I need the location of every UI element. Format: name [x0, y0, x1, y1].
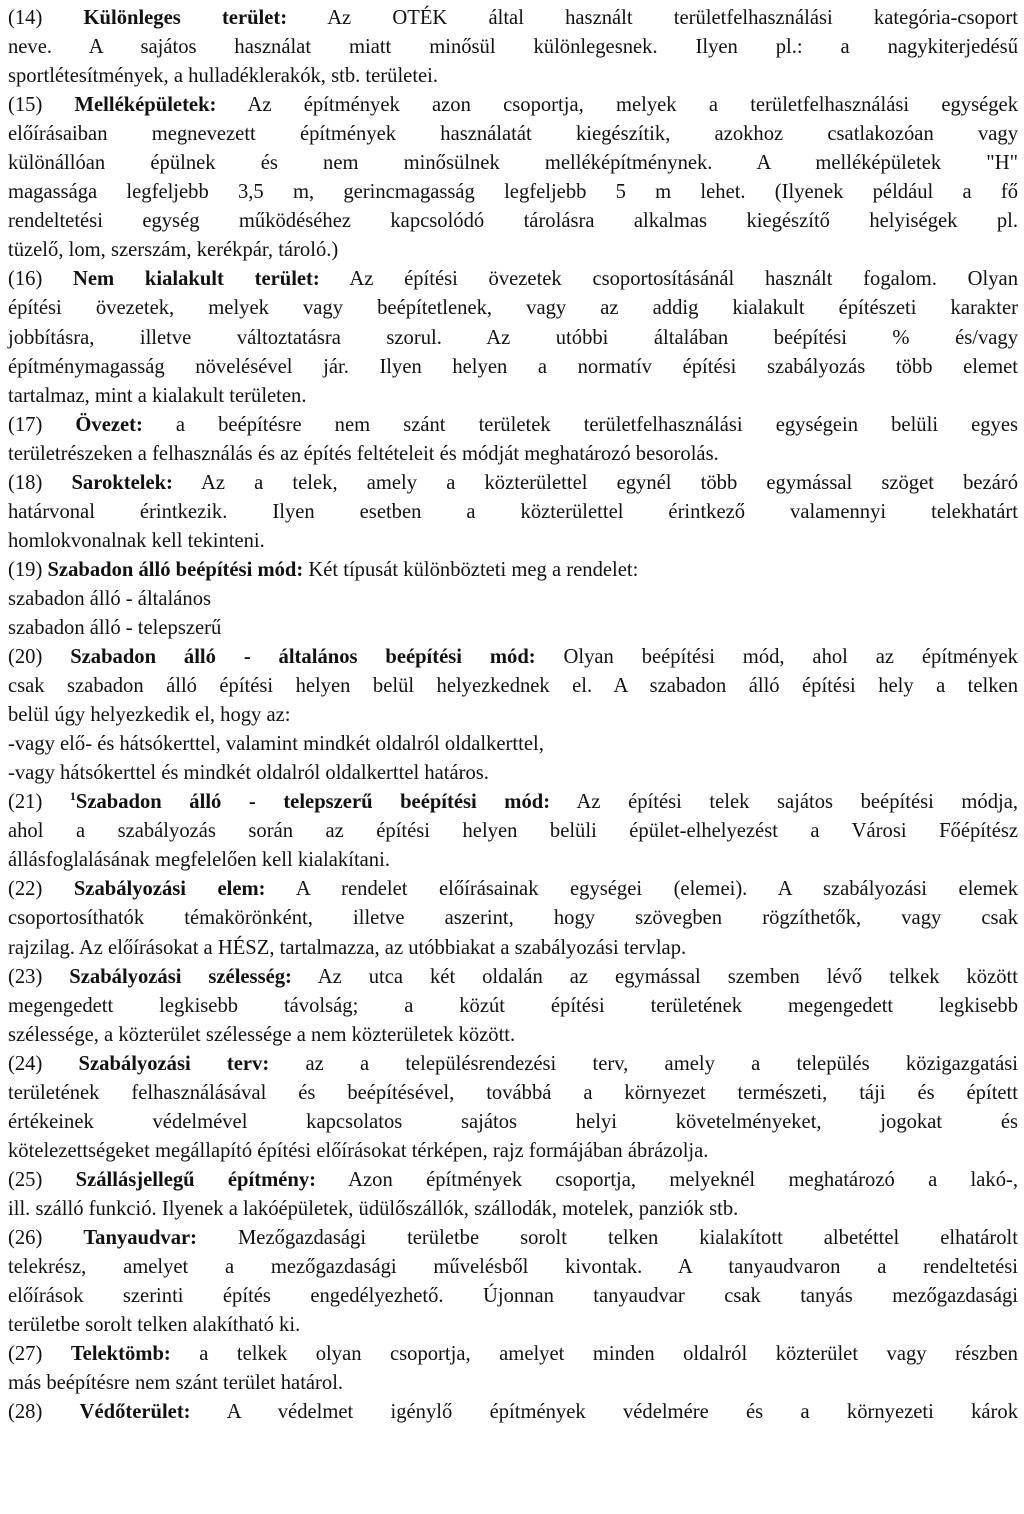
definition-number: (22) — [8, 878, 43, 901]
definition-text: megengedett legkisebb távolság; a közút építési területének megengedett legkisebb — [8, 994, 1018, 1017]
definition-line — [8, 1224, 1018, 1253]
definition-line — [8, 324, 1018, 353]
definition-line — [8, 701, 1018, 730]
definition-line — [8, 33, 1018, 62]
definition-line — [8, 1050, 1018, 1079]
definition-text: tartalmaz, mint a kialakult területen. — [8, 384, 307, 407]
definition-text: előírásaiban megnevezett építmények használatát kiegészítik, azokhoz csatlakozóan vagy — [8, 123, 1018, 146]
definition-term-text: Szállásjellegű építmény: — [75, 1168, 316, 1191]
definition-number: (24) — [8, 1052, 43, 1075]
definition-line — [8, 120, 1018, 149]
definition-term-text: Melléképületek: — [74, 94, 217, 117]
definition-line — [8, 1369, 1018, 1398]
definition-text: a telkek olyan csoportja, amelyet minden oldalról közterület vagy részben — [199, 1343, 1018, 1366]
definition-text: szélessége, a közterület szélessége a nem közterületek között. — [8, 1023, 516, 1046]
definition-term-text: Szabályozási szélesség: — [69, 965, 292, 988]
definition-text: sportlétesítmények, a hulladéklerakók, stb. területei. — [8, 65, 439, 88]
definition-text: az a településrendezési terv, amely a település közigazgatási — [305, 1052, 1018, 1075]
definition-text: területének felhasználásával és beépítésével, továbbá a környezet természeti, táji és épített — [8, 1081, 1018, 1104]
definition-term — [79, 1053, 270, 1075]
definition-line — [8, 1282, 1018, 1311]
definition-text: szabadon álló - általános — [8, 587, 212, 610]
definition-line — [8, 178, 1018, 207]
definition-text: Az a telek, amely a közterülettel egynél több egymással szöget bezáró — [200, 471, 1018, 494]
definition-text: rendeltetési egység működéséhez kapcsolódó tárolásra alkalmas kiegészítő helyiségek pl. — [8, 210, 1018, 233]
definition-line — [8, 236, 1018, 265]
definition-text: A védelmet igénylő építmények védelmére és a környezeti károk — [226, 1401, 1018, 1424]
definition-number: (25) — [8, 1168, 43, 1191]
definition-text: -vagy hátsókerttel és mindkét oldalról oldalkerttel határos. — [8, 762, 489, 785]
definition-text: Azon építmények csoportja, melyeknél meghatározó a lakó-, — [348, 1168, 1018, 1191]
definition-text: csak szabadon álló építési helyen belül helyezkednek el. A szabadon álló építési hely a telken — [8, 675, 1018, 698]
definition-text: kötelezettségeket megállapító építési előírásokat térképen, rajz formájában ábrázolja. — [8, 1139, 709, 1162]
definition-term — [74, 878, 266, 900]
definition-item — [8, 875, 1018, 962]
definition-item — [8, 469, 1018, 556]
definition-term-text: Szabályozási elem: — [73, 878, 266, 901]
definition-line — [8, 207, 1018, 236]
definition-text: tüzelő, lom, szerszám, kerékpár, tároló.) — [8, 239, 339, 262]
definition-line — [8, 353, 1018, 382]
definition-line — [8, 585, 1018, 614]
definition-line — [8, 91, 1018, 120]
definition-line — [8, 1137, 1018, 1166]
definition-number: (17) — [8, 413, 43, 436]
definition-text: A rendelet előírásainak egységei (elemei). A szabályozási elemek — [295, 878, 1019, 901]
definition-term — [71, 1343, 171, 1365]
definition-line — [8, 643, 1018, 672]
definition-term — [71, 472, 172, 494]
definition-item — [8, 556, 1018, 643]
definition-term — [47, 559, 303, 581]
definition-term-text: Védőterület: — [79, 1401, 191, 1424]
definition-term-text: Tanyaudvar: — [83, 1226, 197, 1249]
definition-line — [8, 1166, 1018, 1195]
definition-line — [8, 904, 1018, 933]
definition-item — [8, 411, 1018, 469]
definition-line — [8, 1398, 1018, 1427]
definition-term — [70, 646, 535, 668]
definition-line — [8, 527, 1018, 556]
definition-text: csoportosíthatók témakörönként, illetve aszerint, hogy szövegben rögzíthetők, vagy csak — [8, 907, 1018, 930]
definition-text: értékeinek védelmével kapcsolatos sajátos helyi követelményeket, jogokat és — [8, 1110, 1018, 1133]
definition-line — [8, 265, 1018, 294]
definition-text: építménymagasság növelésével jár. Ilyen helyen a normatív építési szabályozás több elemet — [8, 355, 1018, 378]
definition-line — [8, 1079, 1018, 1108]
definition-text: szabadon álló - telepszerű — [8, 616, 222, 639]
definition-item — [8, 643, 1018, 788]
definition-line — [8, 4, 1018, 33]
definition-number: (23) — [8, 965, 43, 988]
definition-text: Az utca két oldalán az egymással szemben lévő telkek között — [317, 965, 1018, 988]
definition-text: különállóan épülnek és nem minősülnek melléképítménynek. A melléképületek "H" — [8, 152, 1018, 175]
definition-line — [8, 846, 1018, 875]
definition-term — [69, 966, 292, 988]
definition-line — [8, 1108, 1018, 1137]
definition-text: Az építési telek sajátos beépítési módja, — [576, 791, 1019, 814]
definition-text: Olyan beépítési mód, ahol az építmények — [563, 646, 1018, 669]
definition-text: építési övezetek, melyek vagy beépítetlenek, vagy az addig kialakult építészeti karakter — [8, 297, 1018, 320]
definition-text: Az építési övezetek csoportosításánál használt fogalom. Olyan — [349, 268, 1018, 291]
definition-term-text: Szabadon álló - általános beépítési mód: — [70, 646, 536, 669]
definition-number: (26) — [8, 1226, 43, 1249]
definition-line — [8, 411, 1018, 440]
definition-number: (28) — [8, 1401, 43, 1424]
definition-line — [8, 759, 1018, 788]
definition-item — [8, 1340, 1018, 1398]
definition-line — [8, 1195, 1018, 1224]
definition-line — [8, 1340, 1018, 1369]
definition-number: (18) — [8, 471, 43, 494]
definition-item — [8, 788, 1018, 875]
definition-text: magassága legfeljebb 3,5 m, gerincmagasság legfeljebb 5 m lehet. (Ilyenek például a fő — [8, 181, 1018, 204]
definition-line — [8, 440, 1018, 469]
definition-term — [75, 94, 217, 116]
definition-term — [84, 7, 288, 29]
definition-term — [70, 791, 550, 813]
definition-text: -vagy elő- és hátsókerttel, valamint mindkét oldalról oldalkerttel, — [8, 733, 544, 756]
definition-text: előírások szerinti építés engedélyezhető. Újonnan tanyaudvar csak tanyás mezőgazdasági — [8, 1285, 1018, 1308]
definition-term — [83, 1227, 197, 1249]
definition-item — [8, 1224, 1018, 1340]
definition-item — [8, 1050, 1018, 1166]
definition-term-text: Nem kialakult terület: — [73, 268, 320, 291]
definition-line — [8, 498, 1018, 527]
definition-line — [8, 382, 1018, 411]
definition-line — [8, 556, 1018, 585]
definition-text: telekrész, amelyet a mezőgazdasági művelésből kivontak. A tanyaudvaron a rendeltetési — [8, 1256, 1018, 1279]
definition-text: Az OTÉK által használt területfelhasználási kategória-csoport — [327, 7, 1019, 29]
definition-text: a beépítésre nem szánt területek területfelhasználási egységein belüli egyes — [175, 413, 1018, 436]
definition-term-text: Szabadon álló - telepszerű beépítési mód: — [75, 791, 551, 814]
footnote-marker: 1 — [69, 789, 76, 804]
definition-term-text: Különleges terület: — [83, 7, 288, 29]
definition-line — [8, 1021, 1018, 1050]
definition-item — [8, 963, 1018, 1050]
definition-item — [8, 1398, 1018, 1427]
definition-number: (14) — [8, 7, 43, 29]
definition-text: neve. A sajátos használat miatt minősül különlegesnek. Ilyen pl.: a nagykiterjedésű — [8, 36, 1018, 59]
definition-text: területrészeken a felhasználás és az építés feltételeit és módját meghatározó besorolás. — [8, 442, 719, 465]
definition-line — [8, 963, 1018, 992]
definition-line — [8, 469, 1018, 498]
definition-text: belül úgy helyezkedik el, hogy az: — [8, 704, 291, 727]
definition-line — [8, 1311, 1018, 1340]
definition-number: (16) — [8, 268, 43, 291]
definition-text: jobbításra, illetve változtatásra szorul. Az utóbbi általában beépítési % és/vagy — [8, 326, 1018, 349]
definition-text: Az építmények azon csoportja, melyek a területfelhasználási egységek — [247, 94, 1018, 117]
definition-line — [8, 1253, 1018, 1282]
definition-term-text: Telektömb: — [70, 1343, 171, 1366]
definition-line — [8, 817, 1018, 846]
definition-term-text: Szabályozási terv: — [78, 1052, 270, 1075]
definition-line — [8, 614, 1018, 643]
definition-text: Mezőgazdasági területbe sorolt telken kialakított albetéttel elhatárolt — [238, 1226, 1018, 1249]
definitions-list — [8, 4, 1018, 1427]
definition-item — [8, 91, 1018, 265]
definition-text: más beépítésre nem szánt terület határol. — [8, 1372, 344, 1395]
definition-text: rajzilag. Az előírásokat a HÉSZ, tartalmazza, az utóbbiakat a szabályozási tervlap. — [8, 936, 687, 959]
definition-term — [76, 1169, 316, 1191]
definition-term-text: Saroktelek: — [71, 471, 173, 494]
definition-text: homlokvonalnak kell tekinteni. — [8, 529, 265, 552]
definition-text: határvonal érintkezik. Ilyen esetben a közterülettel érintkező valamennyi telekhatárt — [8, 500, 1018, 523]
definition-line — [8, 788, 1018, 817]
definition-term-text: Övezet: — [75, 413, 143, 436]
definition-line — [8, 62, 1018, 91]
definition-term — [75, 414, 142, 436]
definition-line — [8, 672, 1018, 701]
definition-line — [8, 149, 1018, 178]
definition-text: ahol a szabályozás során az építési helyen belüli épület-elhelyezést a Városi Főépítész — [8, 820, 1018, 843]
definition-line — [8, 294, 1018, 323]
definition-item — [8, 4, 1018, 91]
definition-item — [8, 1166, 1018, 1224]
definition-line — [8, 934, 1018, 963]
definition-item — [8, 265, 1018, 410]
definition-text: Két típusát különbözteti meg a rendelet: — [308, 558, 639, 581]
definition-text: területbe sorolt telken alakítható ki. — [8, 1314, 301, 1337]
definition-line — [8, 875, 1018, 904]
definition-term — [73, 268, 320, 290]
definition-number: (20) — [8, 646, 43, 669]
definition-text: ill. szálló funkció. Ilyenek a lakóépületek, üdülőszállók, szállodák, motelek, panziók stb. — [8, 1197, 739, 1220]
definition-text: állásfoglalásának megfelelően kell kialakítani. — [8, 849, 390, 872]
definition-number: (21) — [8, 791, 43, 814]
definition-line — [8, 730, 1018, 759]
definition-number: (15) — [8, 94, 43, 117]
definition-number: (19) — [8, 558, 43, 581]
definition-line — [8, 992, 1018, 1021]
definition-term-text: Szabadon álló beépítési mód: — [47, 558, 304, 581]
definition-number: (27) — [8, 1343, 43, 1366]
definition-term — [80, 1401, 191, 1423]
